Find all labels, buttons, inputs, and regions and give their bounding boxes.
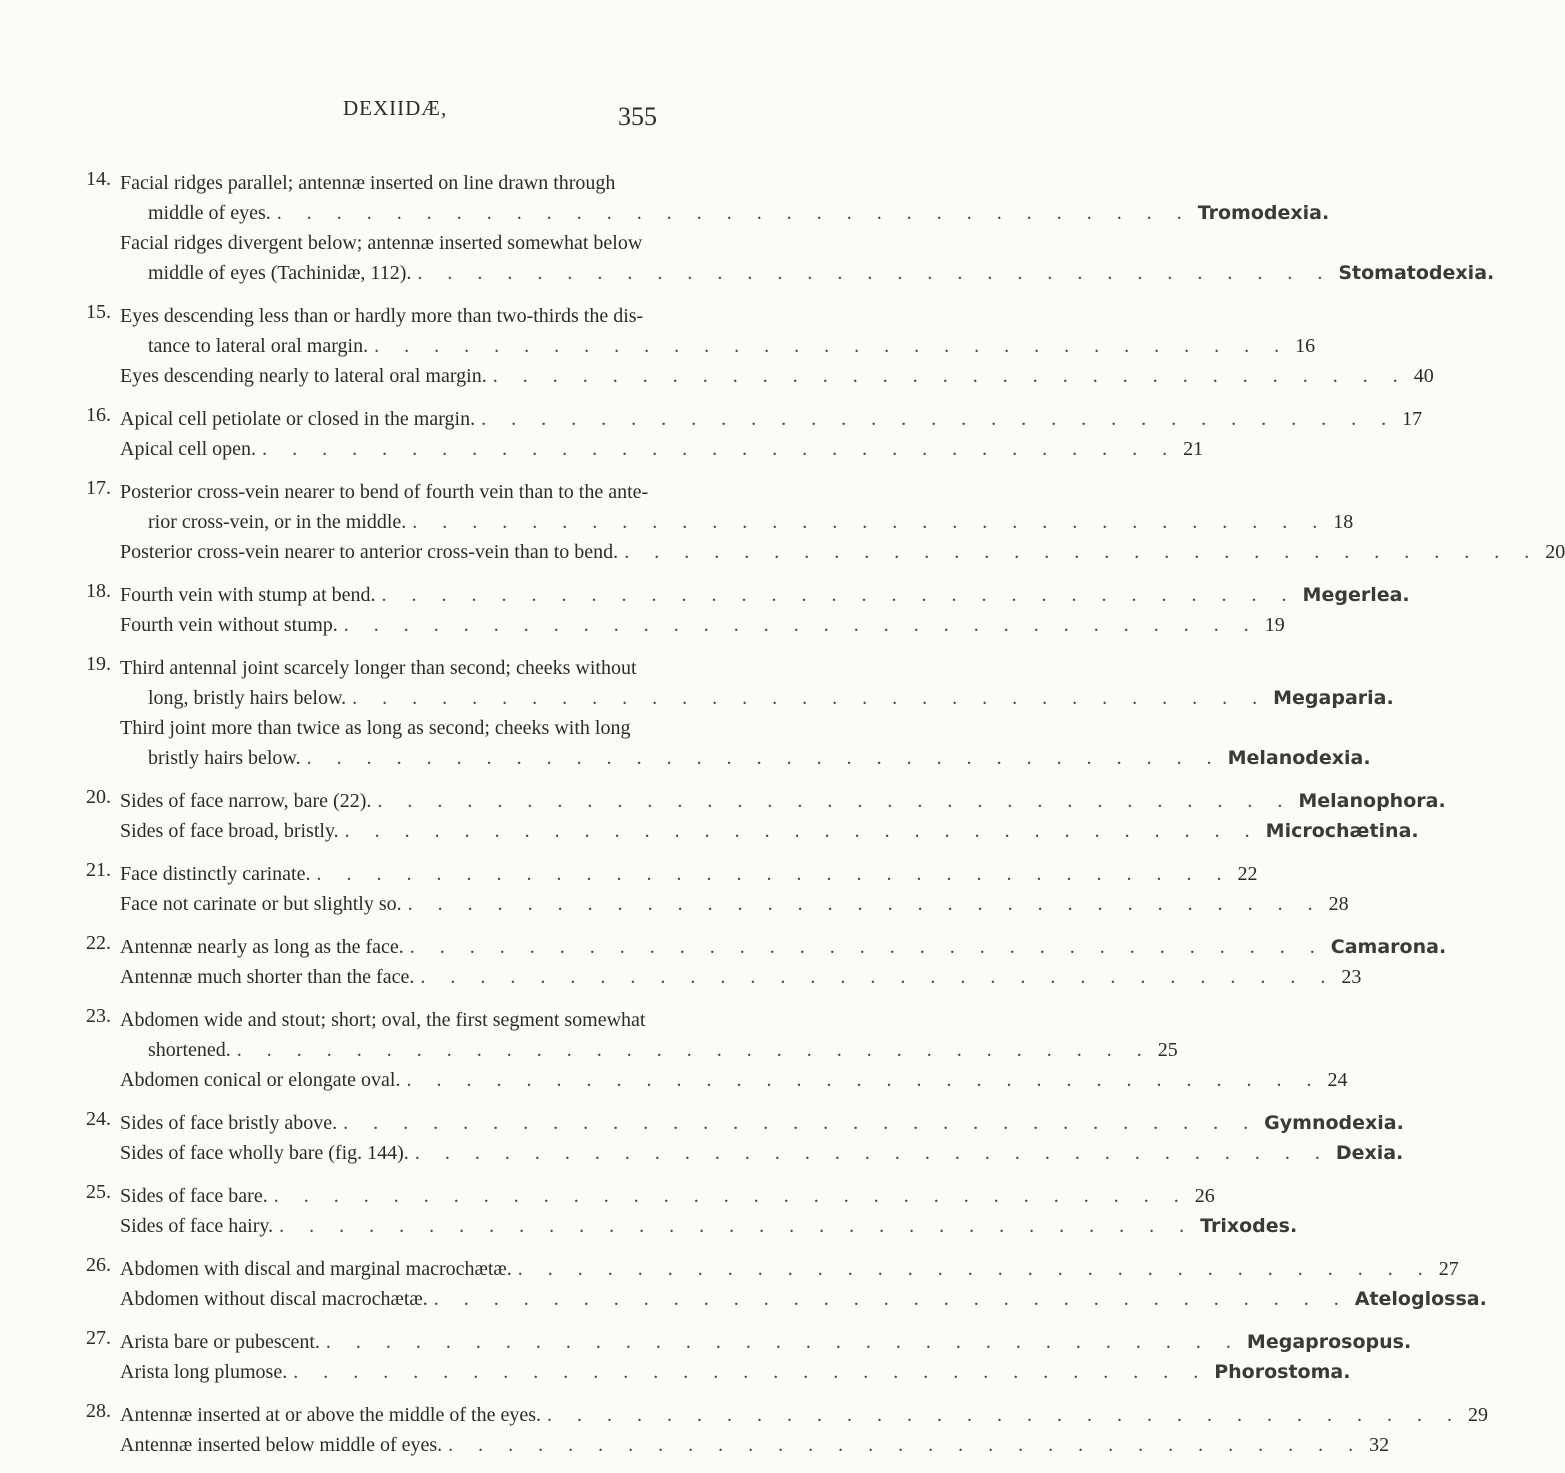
lead-text: Apical cell petiolate or closed in the margin. (120, 408, 476, 430)
key-lead (120, 168, 1330, 228)
key-lead (120, 1284, 1487, 1314)
page-header (0, 96, 800, 136)
leader-dots: . . . . . . . . . . . . . . . . . . . . . . . . . . . . . . . (293, 1361, 1209, 1383)
lead-text: Sides of face bare. (120, 1185, 268, 1207)
lead-text: Antennæ much shorter than the face. (120, 966, 415, 988)
key-lead (120, 1108, 1404, 1138)
key-lead (120, 434, 1204, 464)
key-lead (120, 361, 1434, 391)
couplet-number: 24. (86, 1108, 111, 1130)
couplet-reference: 19 (1264, 614, 1285, 636)
key-lead (120, 228, 1495, 288)
couplet-number: 20. (86, 786, 111, 808)
couplet-reference: 25 (1157, 1039, 1178, 1061)
lead-text: Eyes descending nearly to lateral oral margin. (120, 365, 487, 387)
lead-text: Sides of face narrow, bare (22). (120, 790, 372, 812)
key-lead (120, 1138, 1404, 1168)
genus-name: Camarona. (1330, 936, 1447, 958)
lead-text: Arista long plumose. (120, 1361, 288, 1383)
key-couplet (86, 1108, 1404, 1168)
leader-dots: . . . . . . . . . . . . . . . . . . . . . . . . . . . . . . . (420, 966, 1336, 988)
lead-text: Posterior cross-vein nearer to anterior cross-vein than to bend. (120, 541, 619, 563)
leader-dots: . . . . . . . . . . . . . . . . . . . . . . . . . . . . . . . (517, 1258, 1433, 1280)
genus-name: Megaparia. (1273, 687, 1394, 709)
leader-dots: . . . . . . . . . . . . . . . . . . . . . . . . . . . . . . . (406, 1069, 1322, 1091)
genus-name: Melanophora. (1298, 790, 1446, 812)
lead-continuation: bristly hairs below. (148, 747, 301, 769)
leader-dots: . . . . . . . . . . . . . . . . . . . . . . . . . . . . . . . (316, 863, 1232, 885)
key-couplet (86, 786, 1446, 846)
couplet-number: 15. (86, 301, 111, 323)
lead-continuation: rior cross-vein, or in the middle. (148, 511, 407, 533)
leader-dots: . . . . . . . . . . . . . . . . . . . . . . . . . . . . . . . (236, 1039, 1152, 1061)
leader-dots: . . . . . . . . . . . . . . . . . . . . . . . . . . . . . . . (448, 1434, 1364, 1456)
key-couplet (86, 1005, 1348, 1095)
identification-key (86, 168, 1565, 1473)
key-couplet (86, 1400, 1488, 1460)
key-lead (120, 1400, 1488, 1430)
couplet-number: 18. (86, 580, 111, 602)
couplet-reference: 16 (1295, 335, 1316, 357)
key-lead (120, 1065, 1348, 1095)
genus-name: Stomatodexia. (1338, 262, 1495, 284)
couplet-number: 27. (86, 1327, 111, 1349)
leader-dots: . . . . . . . . . . . . . . . . . . . . . . . . . . . . . . . (352, 687, 1268, 709)
couplet-number: 28. (86, 1400, 111, 1422)
lead-text: Arista bare or pubescent. (120, 1331, 320, 1353)
lead-text: Facial ridges divergent below; antennæ inserted somewhat below (120, 232, 643, 254)
genus-name: Microchætina. (1265, 820, 1419, 842)
couplet-reference: 17 (1402, 408, 1423, 430)
lead-text: Posterior cross-vein nearer to bend of fourth vein than to the ante- (120, 481, 649, 503)
genus-name: Melanodexia. (1227, 747, 1371, 769)
lead-text: Eyes descending less than or hardly more than two-thirds the dis- (120, 305, 644, 327)
key-lead (120, 1430, 1390, 1460)
lead-continuation: tance to lateral oral margin. (148, 335, 369, 357)
key-lead (120, 786, 1446, 816)
couplet-number: 19. (86, 653, 111, 675)
lead-continuation: middle of eyes. (148, 202, 271, 224)
key-couplet (86, 932, 1447, 992)
couplet-reference: 24 (1327, 1069, 1348, 1091)
key-lead (120, 610, 1285, 640)
lead-text: Fourth vein without stump. (120, 614, 338, 636)
genus-name: Phorostoma. (1214, 1361, 1351, 1383)
couplet-number: 16. (86, 404, 111, 426)
leader-dots: . . . . . . . . . . . . . . . . . . . . . . . . . . . . . . . (325, 1331, 1241, 1353)
leader-dots: . . . . . . . . . . . . . . . . . . . . . . . . . . . . . . . (407, 893, 1323, 915)
lead-text: Abdomen wide and stout; short; oval, the first segment somewhat (120, 1009, 646, 1031)
lead-text: Third joint more than twice as long as second; cheeks with long (120, 717, 631, 739)
lead-text: Sides of face broad, bristly. (120, 820, 339, 842)
lead-text: Sides of face hairy. (120, 1215, 274, 1237)
leader-dots: . . . . . . . . . . . . . . . . . . . . . . . . . . . . . . . (343, 1112, 1259, 1134)
couplet-number: 21. (86, 859, 111, 881)
couplet-reference: 23 (1341, 966, 1362, 988)
lead-text: Facial ridges parallel; antennæ inserted on line drawn through (120, 172, 616, 194)
genus-name: Gymnodexia. (1264, 1112, 1404, 1134)
key-lead (120, 1211, 1298, 1241)
couplet-reference: 20 (1545, 541, 1565, 563)
couplet-number: 14. (86, 168, 111, 190)
couplet-reference: 29 (1468, 1404, 1488, 1426)
leader-dots: . . . . . . . . . . . . . . . . . . . . . . . . . . . . . . . (433, 1288, 1349, 1310)
key-lead (120, 477, 1354, 537)
key-couplet (86, 477, 1565, 567)
key-couplet (86, 404, 1423, 464)
lead-text: Sides of face wholly bare (fig. 144). (120, 1142, 409, 1164)
couplet-number: 17. (86, 477, 111, 499)
leader-dots: . . . . . . . . . . . . . . . . . . . . . . . . . . . . . . . (624, 541, 1540, 563)
lead-text: Sides of face bristly above. (120, 1112, 338, 1134)
leader-dots: . . . . . . . . . . . . . . . . . . . . . . . . . . . . . . . (481, 408, 1397, 430)
key-couplet (86, 1327, 1412, 1387)
leader-dots: . . . . . . . . . . . . . . . . . . . . . . . . . . . . . . . (417, 262, 1333, 284)
leader-dots: . . . . . . . . . . . . . . . . . . . . . . . . . . . . . . . (279, 1215, 1195, 1237)
leader-dots: . . . . . . . . . . . . . . . . . . . . . . . . . . . . . . . (409, 936, 1325, 958)
leader-dots: . . . . . . . . . . . . . . . . . . . . . . . . . . . . . . . (273, 1185, 1189, 1207)
lead-text: Face not carinate or but slightly so. (120, 893, 402, 915)
genus-name: Megaprosopus. (1246, 1331, 1412, 1353)
genus-name: Ateloglossa. (1354, 1288, 1487, 1310)
couplet-number: 26. (86, 1254, 111, 1276)
couplet-number: 25. (86, 1181, 111, 1203)
couplet-reference: 22 (1237, 863, 1258, 885)
key-lead (120, 1357, 1351, 1387)
lead-text: Abdomen with discal and marginal macrochætæ. (120, 1258, 512, 1280)
couplet-number: 23. (86, 1005, 111, 1027)
key-couplet (86, 580, 1410, 640)
couplet-number: 22. (86, 932, 111, 954)
couplet-reference: 40 (1413, 365, 1434, 387)
key-lead (120, 301, 1316, 361)
lead-text: Third antennal joint scarcely longer than second; cheeks without (120, 657, 637, 679)
key-lead (120, 713, 1371, 773)
key-lead (120, 653, 1394, 713)
key-lead (120, 1005, 1178, 1065)
leader-dots: . . . . . . . . . . . . . . . . . . . . . . . . . . . . . . . (377, 790, 1293, 812)
page-number: 355 (618, 102, 657, 131)
lead-text: Antennæ inserted at or above the middle of the eyes. (120, 1404, 541, 1426)
leader-dots: . . . . . . . . . . . . . . . . . . . . . . . . . . . . . . . (492, 365, 1408, 387)
running-title: DEXIIDÆ, (343, 96, 448, 120)
leader-dots: . . . . . . . . . . . . . . . . . . . . . . . . . . . . . . . (381, 584, 1297, 606)
lead-text: Antennæ inserted below middle of eyes. (120, 1434, 443, 1456)
leader-dots: . . . . . . . . . . . . . . . . . . . . . . . . . . . . . . . (306, 747, 1222, 769)
leader-dots: . . . . . . . . . . . . . . . . . . . . . . . . . . . . . . . (343, 614, 1259, 636)
couplet-reference: 21 (1183, 438, 1204, 460)
key-lead (120, 404, 1423, 434)
lead-text: Abdomen conical or elongate oval. (120, 1069, 401, 1091)
key-lead (120, 932, 1447, 962)
key-couplet (86, 301, 1434, 391)
lead-text: Apical cell open. (120, 438, 257, 460)
couplet-reference: 28 (1328, 893, 1349, 915)
lead-text: Fourth vein with stump at bend. (120, 584, 376, 606)
leader-dots: . . . . . . . . . . . . . . . . . . . . . . . . . . . . . . . (276, 202, 1192, 224)
lead-text: Antennæ nearly as long as the face. (120, 936, 404, 958)
key-lead (120, 1254, 1459, 1284)
key-couplet (86, 1254, 1487, 1314)
key-couplet (86, 859, 1349, 919)
couplet-reference: 18 (1333, 511, 1354, 533)
lead-continuation: shortened. (148, 1039, 231, 1061)
key-lead (120, 962, 1362, 992)
key-lead (120, 889, 1349, 919)
lead-continuation: long, bristly hairs below. (148, 687, 347, 709)
lead-text: Abdomen without discal macrochætæ. (120, 1288, 428, 1310)
couplet-reference: 27 (1438, 1258, 1459, 1280)
key-lead (120, 1181, 1215, 1211)
leader-dots: . . . . . . . . . . . . . . . . . . . . . . . . . . . . . . . (262, 438, 1178, 460)
leader-dots: . . . . . . . . . . . . . . . . . . . . . . . . . . . . . . . (412, 511, 1328, 533)
genus-name: Trixodes. (1200, 1215, 1298, 1237)
key-lead (120, 859, 1258, 889)
genus-name: Megerlea. (1302, 584, 1410, 606)
lead-continuation: middle of eyes (Tachinidæ, 112). (148, 262, 412, 284)
genus-name: Tromodexia. (1197, 202, 1330, 224)
key-couplet (86, 168, 1495, 288)
key-couplet (86, 653, 1394, 773)
leader-dots: . . . . . . . . . . . . . . . . . . . . . . . . . . . . . . . (344, 820, 1260, 842)
key-lead (120, 1327, 1412, 1357)
leader-dots: . . . . . . . . . . . . . . . . . . . . . . . . . . . . . . . (547, 1404, 1462, 1426)
lead-text: Face distinctly carinate. (120, 863, 311, 885)
couplet-reference: 26 (1194, 1185, 1215, 1207)
couplet-reference: 32 (1369, 1434, 1390, 1456)
key-lead (120, 580, 1410, 610)
leader-dots: . . . . . . . . . . . . . . . . . . . . . . . . . . . . . . . (374, 335, 1290, 357)
key-lead (120, 537, 1565, 567)
genus-name: Dexia. (1335, 1142, 1404, 1164)
key-lead (120, 816, 1419, 846)
key-couplet (86, 1181, 1298, 1241)
leader-dots: . . . . . . . . . . . . . . . . . . . . . . . . . . . . . . . (414, 1142, 1330, 1164)
